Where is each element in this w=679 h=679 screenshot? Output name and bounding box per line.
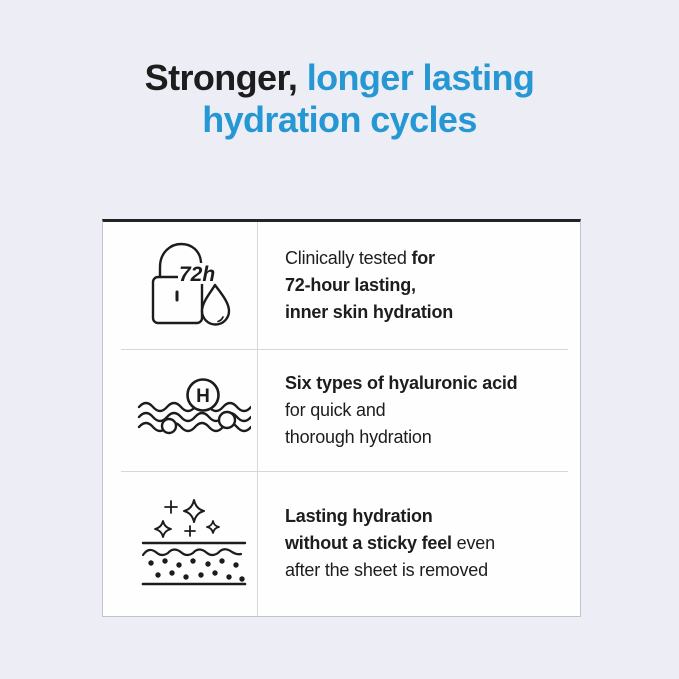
- skin-layer-sparkles-icon: [138, 498, 250, 590]
- hyaluronic-acid-waves-icon: [137, 378, 251, 442]
- icon-cell: [103, 349, 257, 471]
- feature-row-no-sticky: [103, 471, 580, 616]
- title-line2-blue: hydration cycles: [202, 99, 477, 140]
- feature-row-hyaluronic: [103, 349, 580, 471]
- feature-line: inner skin hydration: [285, 302, 454, 322]
- feature-line: Six types of hyaluronic acid: [285, 372, 518, 393]
- feature-text: [257, 349, 580, 471]
- icon-cell: [103, 222, 257, 349]
- title-line1-dark: Stronger,: [144, 57, 298, 98]
- title-line1-blue: longer lasting: [297, 57, 535, 98]
- feature-line: Clinically tested for: [285, 248, 435, 268]
- feature-line: thorough hydration: [285, 426, 432, 447]
- icon-cell: [103, 471, 257, 616]
- feature-text: [257, 471, 580, 616]
- badge-72h-label: 72h: [179, 262, 216, 286]
- feature-table: [102, 219, 581, 617]
- feature-line: after the sheet is removed: [285, 560, 488, 580]
- feature-line: Lasting hydration: [285, 506, 433, 526]
- page-title: [0, 57, 679, 141]
- feature-text: [257, 222, 580, 349]
- feature-line: 72-hour lasting,: [285, 275, 416, 295]
- feature-line: without a sticky feel even: [285, 533, 495, 553]
- badge-h-label: H: [196, 386, 210, 407]
- feature-line: for quick and: [285, 399, 386, 420]
- lock-72h-water-drop-icon: [144, 240, 244, 332]
- feature-row-72h: [103, 222, 580, 349]
